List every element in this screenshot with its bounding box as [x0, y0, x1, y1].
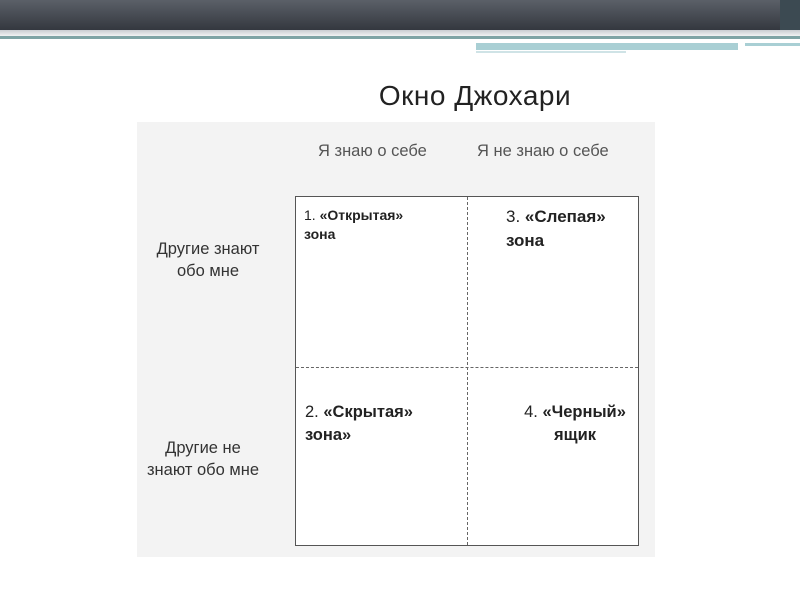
quadrant-name: «Скрытая» зона» — [305, 403, 413, 444]
accent-bar-thin — [476, 51, 626, 53]
quadrant-black-box — [500, 401, 650, 447]
quadrant-blind-zone — [506, 205, 646, 253]
horizontal-divider — [296, 367, 638, 368]
accent-bar — [476, 43, 738, 50]
quadrant-open-zone — [304, 206, 454, 244]
column-header-known-to-self: Я знаю о себе — [318, 142, 427, 160]
quadrant-hidden-zone — [305, 401, 455, 447]
quadrant-number: 3. — [506, 207, 525, 226]
page-title: Окно Джохари — [378, 80, 572, 111]
vertical-divider — [467, 197, 468, 545]
quadrant-number: 4. — [524, 403, 543, 421]
row-header-unknown-to-others: Другие не знают обо мне — [146, 439, 260, 479]
quadrant-number: 2. — [305, 403, 324, 421]
header-bar-tip — [780, 0, 800, 30]
column-header-unknown-to-self: Я не знаю о себе — [477, 142, 609, 160]
accent-bar-short — [745, 43, 800, 46]
quadrant-number: 1. — [304, 207, 320, 223]
header-bar — [0, 0, 800, 30]
quadrant-name: «Черный» ящик — [542, 403, 626, 444]
quadrant-name: «Открытая» зона — [304, 207, 404, 242]
accent-line — [0, 36, 800, 39]
quadrant-name: «Слепая» зона — [506, 207, 606, 250]
row-header-known-to-others: Другие знают обо мне — [156, 240, 260, 280]
